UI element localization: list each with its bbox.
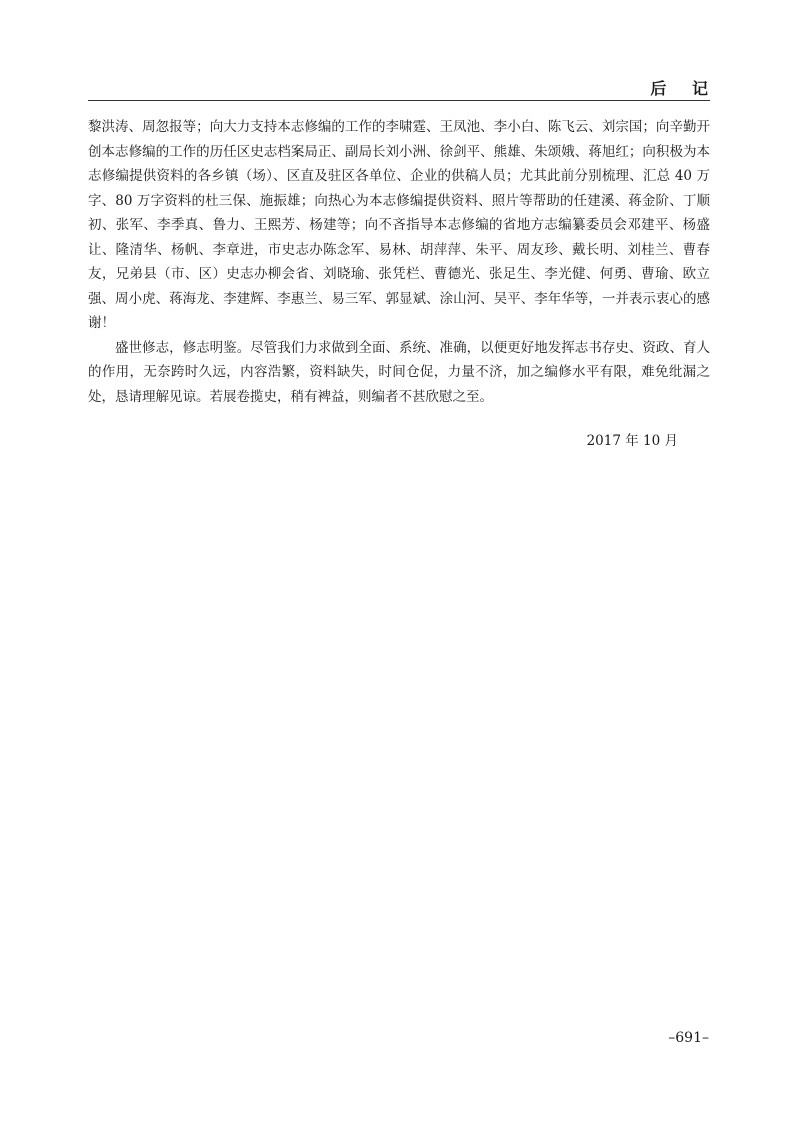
paragraph-closing: 盛世修志，修志明鉴。尽管我们力求做到全面、系统、准确，以便更好地发挥志书存史、资政、育人的作用，无奈跨时久远，内容浩繁，资料缺失，时间仓促，力量不济，加之编修水平有限，难免纰漏之处，恳请理解见谅。若展卷揽史，稍有裨益，则编者不甚欣慰之至。 [88,339,710,405]
paragraph-acknowledgements: 黎洪涛、周忽报等；向大力支持本志修编的工作的李啸霆、王凤池、李小白、陈飞云、刘宗国；向辛勤开创本志修编的工作的历任区史志档案局正、副局长刘小洲、徐剑平、熊雄、朱颂娥、蒋旭红；向积极为本志修编提供资料的各乡镇（场）、区直及驻区各单位、企业的供稿人员；尤其此前分别梳理、汇总 40 万字、80 万字资料的杜三保、施振雄；向热心为本志修编提供资料、照片等帮助的任建溪、蒋金阶、丁顺初、张军、李季真、鲁力、王熙芳、杨建等；向不吝指导本志修编的省地方志编纂委员会邓建平、杨盛让、隆清华、杨帆、李章进，市史志办陈念军、易林、胡萍萍、朱平、周友珍、戴长明、刘桂兰、曹春友，兄弟县（市、区）史志办柳会省、刘晓瑜、张凭栏、曹德光、张足生、李光健、何勇、曹瑜、欧立强、周小虎、蒋海龙、李建辉、李惠兰、易三军、郭显斌、涂山河、吴平、李年华等，一并表示衷心的感谢！ [88,119,710,331]
body-text [88,115,710,409]
section-title: 后 记 [650,79,718,98]
page-header [88,70,718,101]
page-number: –691– [668,1030,709,1046]
date-line: 2017 年 10 月 [586,433,678,449]
